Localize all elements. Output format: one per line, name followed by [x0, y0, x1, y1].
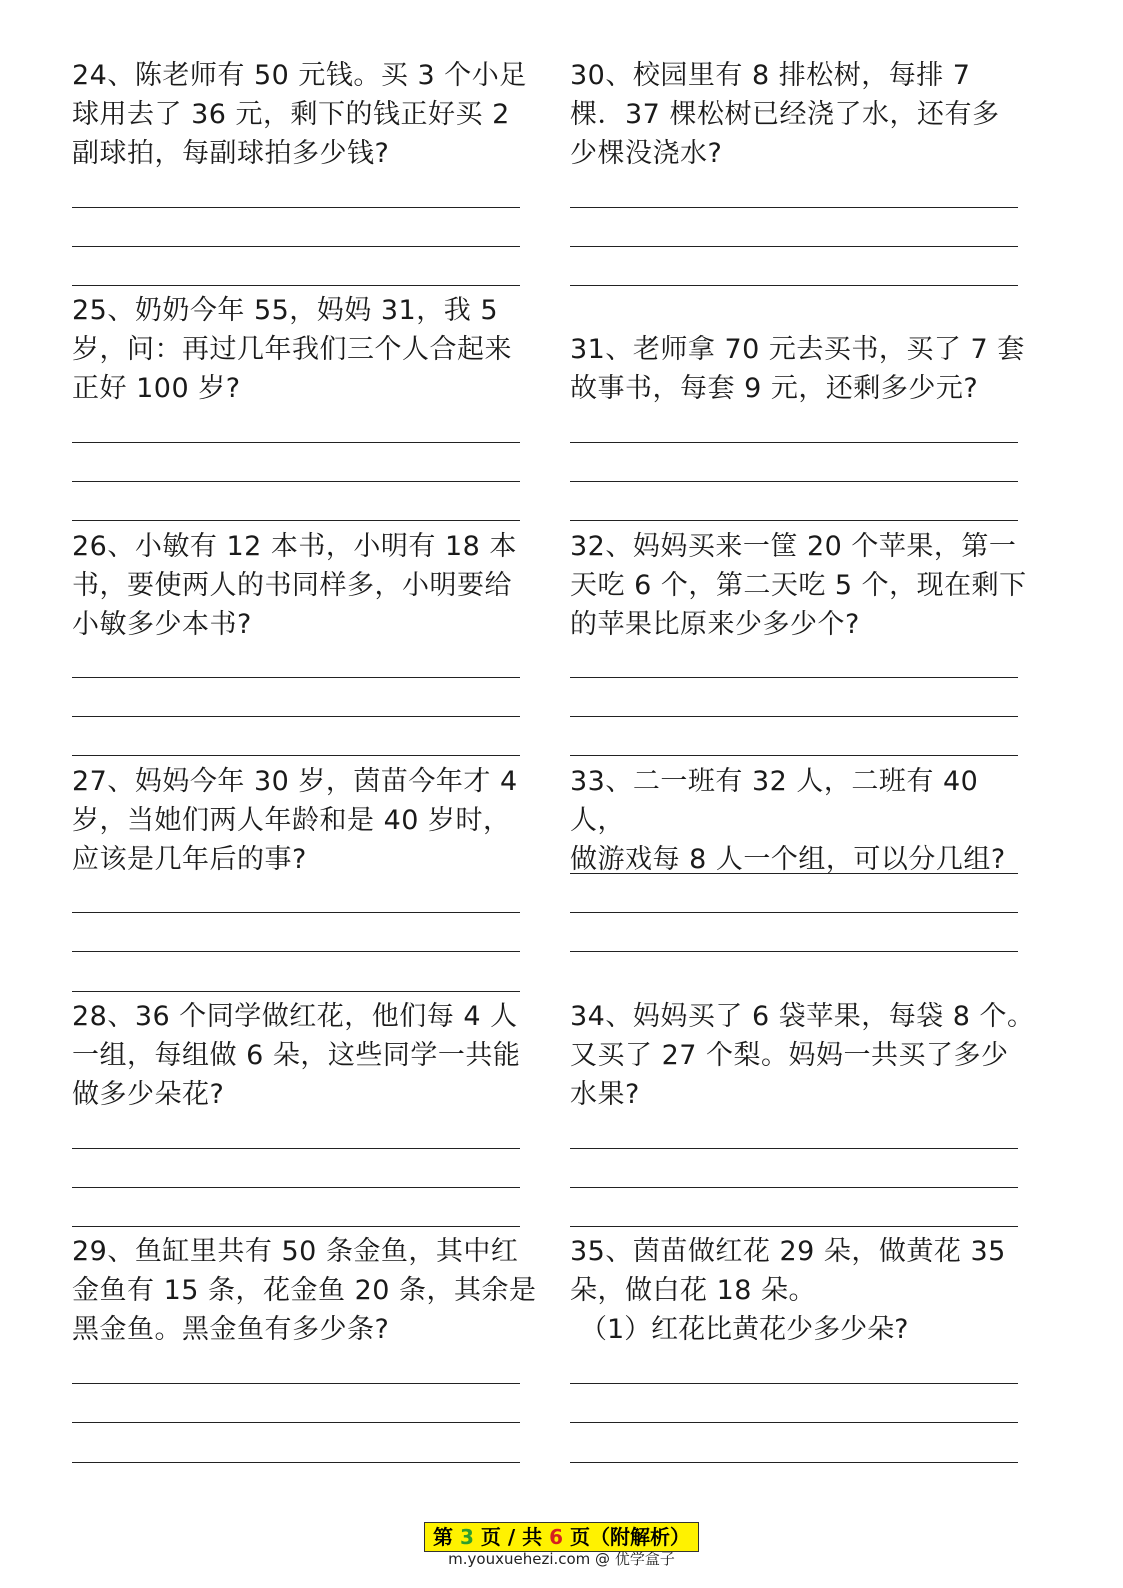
question-25: [72, 291, 542, 408]
question-32: [570, 527, 1040, 644]
answer-line[interactable]: [570, 1462, 1018, 1463]
answer-line[interactable]: [570, 442, 1018, 443]
answer-line[interactable]: [72, 1383, 520, 1384]
answer-line[interactable]: [570, 912, 1018, 913]
answer-line[interactable]: [72, 481, 520, 482]
answer-line[interactable]: [570, 755, 1018, 756]
answer-line[interactable]: [570, 520, 1018, 521]
question-34: [570, 997, 1040, 1114]
page-footer: [0, 1522, 1123, 1568]
question-28: [72, 997, 542, 1114]
answer-line[interactable]: [570, 481, 1018, 482]
answer-line[interactable]: [570, 207, 1018, 208]
question-text: 35、茵苗做红花 29 朵，做黄花 35 朵，做白花 18 朵。: [570, 1236, 1006, 1306]
answer-line[interactable]: [72, 520, 520, 521]
question-text: 31、老师拿 70 元去买书，买了 7 套 故事书，每套 9 元，还剩多少元?: [570, 334, 1025, 404]
answer-line[interactable]: [72, 716, 520, 717]
answer-line[interactable]: [72, 1226, 520, 1227]
current-page: 3: [459, 1525, 474, 1549]
answer-line[interactable]: [570, 873, 1018, 874]
question-text: 34、妈妈买了 6 袋苹果，每袋 8 个。 又买了 27 个梨。妈妈一共买了多少 水果?: [570, 1001, 1035, 1110]
answer-line[interactable]: [72, 1462, 520, 1463]
question-text: 27、妈妈今年 30 岁，茵苗今年才 4 岁，当她们两人年龄和是 40 岁时， 应该是几年后的事?: [72, 766, 518, 875]
page-prefix: 第: [433, 1525, 454, 1549]
answer-line[interactable]: [570, 951, 1018, 952]
question-text: 26、小敏有 12 本书，小明有 18 本 书，要使两人的书同样多，小明要给 小敏多少本书?: [72, 531, 517, 640]
answer-line[interactable]: [570, 1226, 1018, 1227]
answer-line[interactable]: [72, 677, 520, 678]
answer-line[interactable]: [570, 1187, 1018, 1188]
answer-line[interactable]: [570, 285, 1018, 286]
answer-line[interactable]: [72, 285, 520, 286]
question-text: 33、二一班有 32 人，二班有 40 人， 做游戏每 8 人一个组，可以分几组?: [570, 766, 1006, 875]
answer-line[interactable]: [570, 716, 1018, 717]
question-24: [72, 56, 542, 173]
answer-line[interactable]: [72, 1187, 520, 1188]
question-26: [72, 527, 542, 644]
answer-line[interactable]: [570, 1422, 1018, 1423]
answer-line[interactable]: [570, 246, 1018, 247]
answer-line[interactable]: [72, 1148, 520, 1149]
question-text: 25、奶奶今年 55，妈妈 31，我 5 岁，问：再过几年我们三个人合起来 正好 100 岁?: [72, 295, 512, 404]
answer-line[interactable]: [72, 246, 520, 247]
page-suffix: 页（附解析）: [569, 1525, 690, 1549]
answer-line[interactable]: [570, 1148, 1018, 1149]
site-watermark: m.youxuehezi.com @ 优学盒子: [448, 1550, 675, 1568]
question-30: [570, 56, 1040, 173]
answer-line[interactable]: [570, 1383, 1018, 1384]
page-mid: 页 / 共: [480, 1525, 543, 1549]
page-number-badge: [424, 1522, 699, 1552]
total-pages: 6: [549, 1525, 563, 1549]
sub-question-1: （1）红花比黄花少多少朵?: [580, 1314, 909, 1345]
answer-line[interactable]: [570, 677, 1018, 678]
answer-line[interactable]: [72, 755, 520, 756]
question-33: [570, 762, 1040, 879]
question-27: [72, 762, 542, 879]
question-35: [570, 1232, 1040, 1349]
question-text: 32、妈妈买来一筐 20 个苹果，第一 天吃 6 个，第二天吃 5 个，现在剩下 的苹果比原来少多少个?: [570, 531, 1027, 640]
question-text: 29、鱼缸里共有 50 条金鱼，其中红 金鱼有 15 条，花金鱼 20 条，其余是 黑金鱼。黑金鱼有多少条?: [72, 1236, 537, 1345]
answer-line[interactable]: [72, 442, 520, 443]
question-text: 30、校园里有 8 排松树，每排 7 棵．37 棵松树已经浇了水，还有多 少棵没浇水?: [570, 60, 1000, 169]
answer-line[interactable]: [72, 1422, 520, 1423]
answer-line[interactable]: [72, 951, 520, 952]
question-text: 28、36 个同学做红花，他们每 4 人 一组，每组做 6 朵，这些同学一共能 做多少朵花?: [72, 1001, 521, 1110]
question-31: [570, 330, 1040, 408]
answer-line[interactable]: [72, 207, 520, 208]
question-29: [72, 1232, 542, 1349]
answer-line[interactable]: [72, 991, 520, 992]
question-text: 24、陈老师有 50 元钱。买 3 个小足 球用去了 36 元，剩下的钱正好买 2 副球拍，每副球拍多少钱?: [72, 60, 527, 169]
answer-line[interactable]: [72, 912, 520, 913]
